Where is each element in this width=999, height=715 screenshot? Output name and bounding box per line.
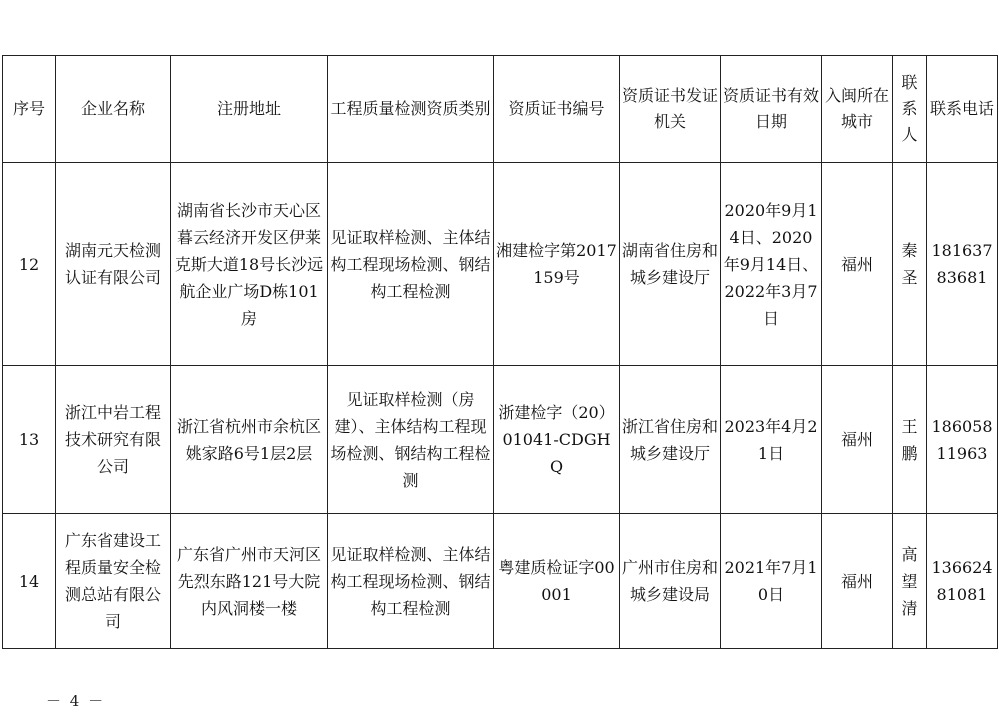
- cell-issuer: 湖南省住房和城乡建设厅: [620, 163, 721, 366]
- cell-category: 见证取样检测（房建）、主体结构工程现场检测、钢结构工程检测: [328, 366, 494, 514]
- cell-phone: 18605811963: [927, 366, 998, 514]
- qualification-table: [2, 55, 998, 649]
- cell-phone: 18163783681: [927, 163, 998, 366]
- header-cert-no: 资质证书编号: [494, 56, 620, 163]
- cell-company: 浙江中岩工程技术研究有限公司: [56, 366, 171, 514]
- cell-contact: 高望清: [893, 514, 927, 649]
- cell-issuer: 浙江省住房和城乡建设厅: [620, 366, 721, 514]
- cell-index: 14: [3, 514, 56, 649]
- cell-address: 浙江省杭州市余杭区姚家路6号1层2层: [171, 366, 328, 514]
- table-row: [3, 366, 998, 514]
- cell-index: 13: [3, 366, 56, 514]
- cell-contact: 王鹏: [893, 366, 927, 514]
- page-number: － 4 －: [46, 692, 106, 710]
- cell-category: 见证取样检测、主体结构工程现场检测、钢结构工程检测: [328, 514, 494, 649]
- header-city: 入闽所在城市: [822, 56, 893, 163]
- cell-index: 12: [3, 163, 56, 366]
- cell-cert-no: 粤建质检证字00001: [494, 514, 620, 649]
- cell-cert-no: 浙建检字（20）01041-CDGHQ: [494, 366, 620, 514]
- header-phone: 联系电话: [927, 56, 998, 163]
- cell-company: 湖南元天检测认证有限公司: [56, 163, 171, 366]
- cell-city: 福州: [822, 366, 893, 514]
- cell-city: 福州: [822, 514, 893, 649]
- table-row: [3, 163, 998, 366]
- cell-valid-date: 2021年7月10日: [721, 514, 822, 649]
- cell-city: 福州: [822, 163, 893, 366]
- cell-address: 湖南省长沙市天心区暮云经济开发区伊莱克斯大道18号长沙远航企业广场D栋101房: [171, 163, 328, 366]
- cell-company: 广东省建设工程质量安全检测总站有限公司: [56, 514, 171, 649]
- cell-issuer: 广州市住房和城乡建设局: [620, 514, 721, 649]
- cell-phone: 13662481081: [927, 514, 998, 649]
- cell-valid-date: 2020年9月14日、2020年9月14日、2022年3月7日: [721, 163, 822, 366]
- header-address: 注册地址: [171, 56, 328, 163]
- table-row: [3, 514, 998, 649]
- cell-contact: 秦圣: [893, 163, 927, 366]
- cell-cert-no: 湘建检字第2017159号: [494, 163, 620, 366]
- header-category: 工程质量检测资质类别: [328, 56, 494, 163]
- header-company: 企业名称: [56, 56, 171, 163]
- header-index: 序号: [3, 56, 56, 163]
- table-header-row: [3, 56, 998, 163]
- header-issuer: 资质证书发证机关: [620, 56, 721, 163]
- header-contact: 联系人: [893, 56, 927, 163]
- cell-address: 广东省广州市天河区先烈东路121号大院内风洞楼一楼: [171, 514, 328, 649]
- cell-valid-date: 2023年4月21日: [721, 366, 822, 514]
- header-valid-date: 资质证书有效日期: [721, 56, 822, 163]
- cell-category: 见证取样检测、主体结构工程现场检测、钢结构工程检测: [328, 163, 494, 366]
